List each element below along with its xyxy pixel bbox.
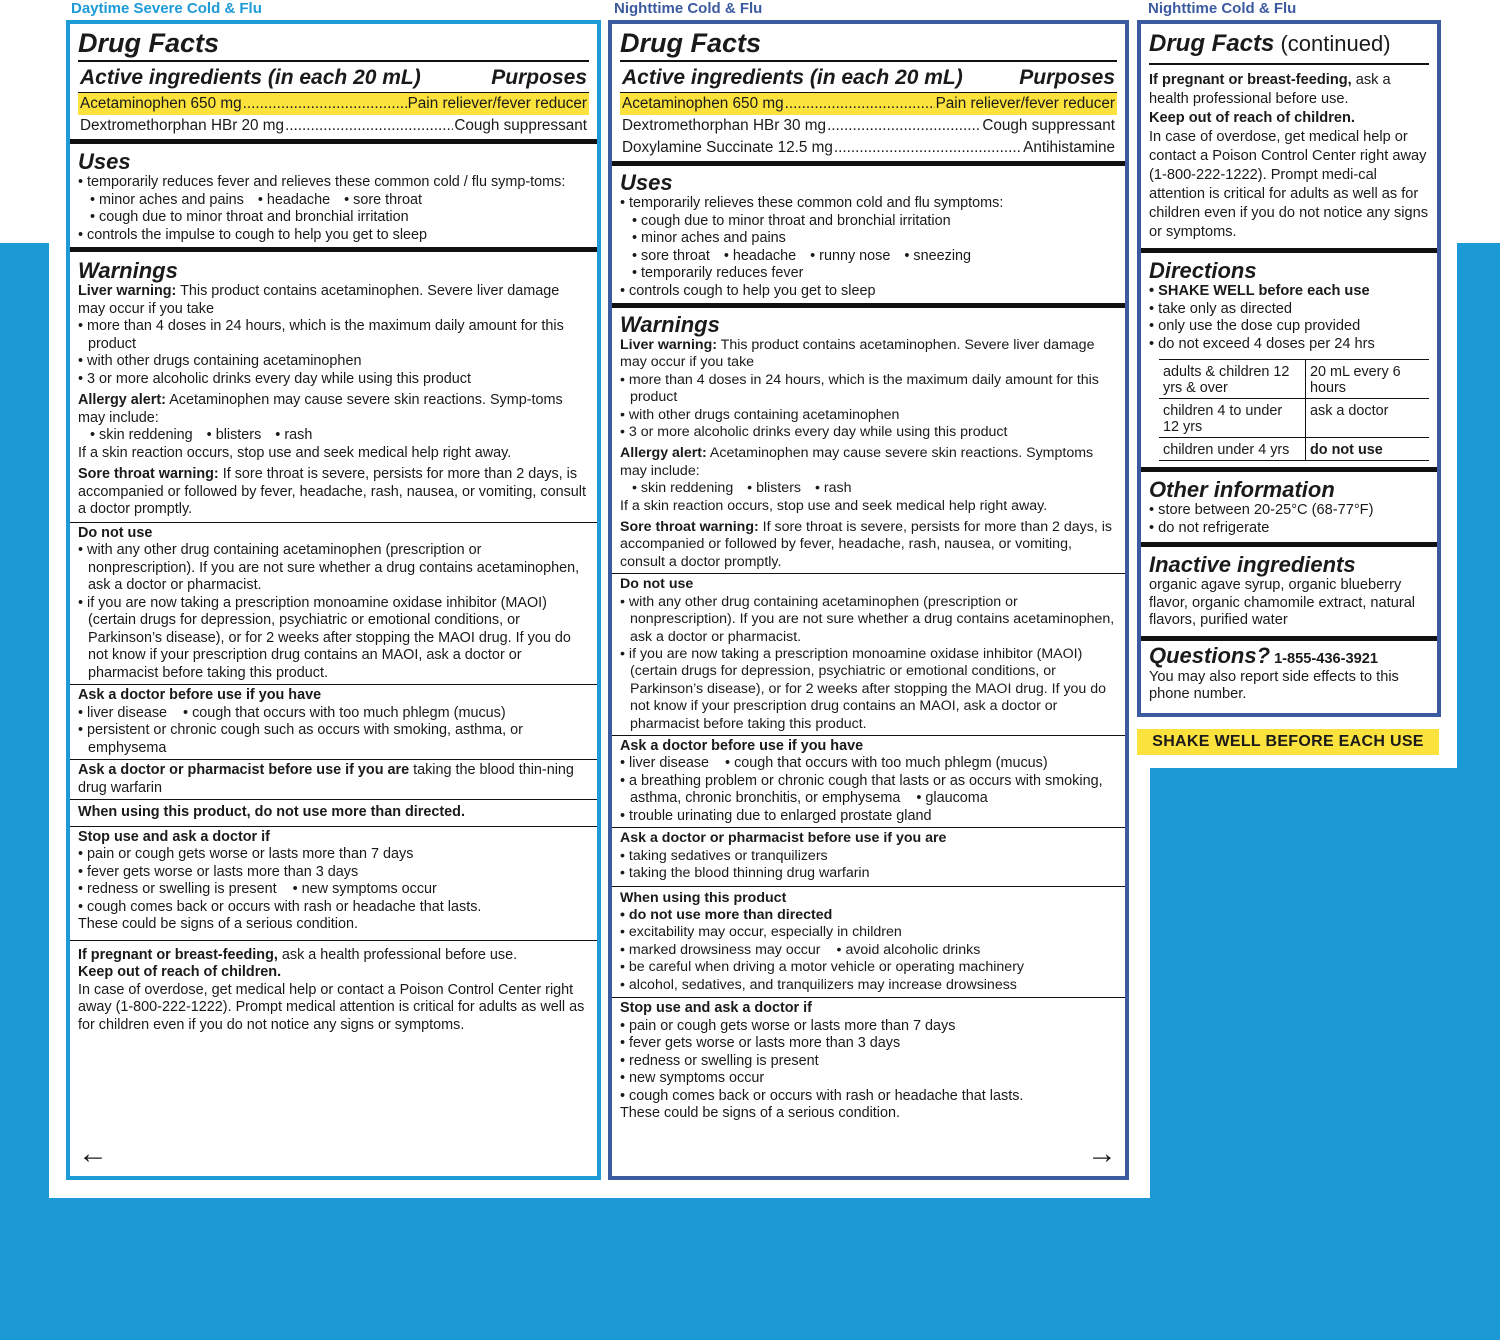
product-title-daytime: Daytime Severe Cold & Flu [71,0,262,17]
dosage-row [1159,399,1429,438]
stop-use-bullet: • cough comes back or occurs with rash or headache that lasts. [78,899,589,917]
do-not-use-title: Do not use [620,576,694,593]
ask-doctor-bullet [78,705,589,723]
ingredient-row [78,115,589,139]
dosage-who: children under 4 yrs [1159,438,1306,461]
dosage-who: adults & children 12 yrs & over [1159,360,1306,399]
directions-bullet: • only use the dose cup provided [1149,318,1429,336]
active-ingredients-label: Active ingredients (in each 20 mL) [622,66,963,89]
purposes-label: Purposes [491,66,587,89]
ask-pharmacist-text: taking the blood thin-ning drug warfarin [78,762,574,796]
directions-bullet: • take only as directed [1149,301,1429,319]
uses-symptom: • minor aches and pains [632,230,786,246]
allergy-alert-label: Allergy alert: [78,392,166,408]
allergy-symptom: • skin reddening [632,480,733,496]
ingredient-name: Dextromethorphan HBr 20 mg [80,117,285,134]
stop-use-after: These could be signs of a serious condition. [78,916,358,932]
stop-use-bullet [78,881,589,899]
drug-facts-continued: (continued) [1274,31,1391,56]
product-title-nighttime-continued: Nighttime Cold & Flu [1148,0,1297,17]
keep-out-of-reach: Keep out of reach of children. [78,964,282,980]
uses-symptoms-row [620,248,1117,266]
inactive-ingredients-title: Inactive ingredients [1149,552,1356,577]
ask-pharmacist-bullet: • taking the blood thinning drug warfarin [620,865,1117,882]
drug-facts-panel-continued [1137,20,1441,717]
ask-pharmacist-title: Ask a doctor or pharmacist before use if you are [620,830,947,847]
dosage-amount: 20 mL every 6 hours [1306,360,1430,399]
ask-doctor-section [70,684,597,759]
do-not-use-title: Do not use [78,524,153,541]
shake-well-banner: SHAKE WELL BEFORE EACH USE [1137,729,1439,755]
other-info-bullet: • do not refrigerate [1149,520,1429,538]
liver-warning-label: Liver warning: [78,283,177,299]
liver-bullet: • more than 4 doses in 24 hours, which is the maximum daily amount for this product [620,372,1117,407]
uses-symptom: • headache [248,192,330,208]
uses-section [70,139,597,247]
liver-warning [620,337,1117,372]
allergy-symptom: • blisters [737,480,801,496]
left-arrow-icon: ← [78,1137,108,1170]
ingredient-name: Dextromethorphan HBr 30 mg [622,117,827,134]
directions-bullet: • SHAKE WELL before each use [1149,283,1429,301]
drug-facts-panel-nighttime [608,20,1129,1180]
liver-bullet: • 3 or more alcoholic drinks every day while using this product [620,424,1117,441]
pregnancy-warning [78,947,589,965]
ask-doctor-item: a breathing problem or chronic cough that lasts or as occurs with smoking, asthma, chronic bronchitis, or emphysema [629,772,1103,807]
stop-use-section [612,997,1125,1123]
questions-section [1141,636,1437,704]
questions-title: Questions? [1149,642,1271,668]
stop-use-after: These could be signs of a serious condition. [620,1105,900,1122]
warnings-section [612,303,1125,573]
stop-use-item: • new symptoms occur [283,881,437,897]
ask-pharmacist-label: Ask a doctor or pharmacist before use if you are [78,762,410,778]
sore-throat-label: Sore throat warning: [78,466,219,482]
drug-facts-title: Drug Facts [620,24,1117,62]
stop-use-bullet: • fever gets worse or lasts more than 3 days [620,1035,1117,1053]
stop-use-bullet: • redness or swelling is present [620,1053,1117,1071]
ask-doctor-title: Ask a doctor before use if you have [620,737,864,754]
ingredient-row [78,93,589,115]
ingredient-purpose: Pain reliever/fever reducer [935,95,1115,112]
ingredient-name: Acetaminophen 650 mg [622,95,784,112]
stop-use-bullet: • pain or cough gets worse or lasts more than 7 days [620,1018,1117,1036]
liver-warning-text: This product contains acetaminophen. Severe liver damage may occur if you take [78,283,560,317]
pregnancy-section [70,940,597,1035]
questions-phone: 1-855-436-3921 [1270,650,1378,667]
uses-section [612,161,1125,303]
ask-doctor-bullet [620,755,1117,773]
uses-symptoms-row [620,265,1117,283]
drug-facts-title: Drug Facts [78,24,589,62]
uses-intro: • temporarily relieves these common cold and flu symptoms: [620,195,1117,213]
liver-bullet: • with other drugs containing acetaminophen [620,407,1117,424]
sore-throat-label: Sore throat warning: [620,519,759,536]
uses-symptom: • sore throat [334,192,422,208]
uses-title: Uses [78,149,131,174]
allergy-alert-text: Acetaminophen may cause severe skin reactions. Symptoms may include: [620,445,1094,479]
ask-doctor-bullet: • persistent or chronic cough such as occurs with smoking, asthma, or emphysema [78,722,589,757]
pregnancy-warning [1149,71,1429,109]
uses-symptoms-row [78,192,589,210]
do-not-use-bullet: • if you are now taking a prescription monoamine oxidase inhibitor (MAOI) (certain drugs for depression, psychiatric or emotional conditions, or Parkinson’s disease), or for 2 weeks after stopping the MAOI drug. If you do not know if your prescription drug contains an MAOI, ask a doctor or pharmacist before taking this product. [620,646,1117,733]
liver-warning [78,283,589,318]
uses-symptom: • cough due to minor throat and bronchial irritation [632,213,951,229]
allergy-symptoms-row [620,480,1117,497]
when-using-text: When using this product, do not use more than directed. [78,804,465,820]
stop-use-title: Stop use and ask a doctor if [620,1000,812,1017]
pregnancy-text: ask a health professional before use. [1149,72,1391,107]
when-using-title: When using this product [620,889,787,906]
ask-doctor-item: • glaucoma [906,790,987,806]
active-ingredients-header [78,62,589,93]
inactive-ingredients-text: organic agave syrup, organic blueberry flavor, organic chamomile extract, natural flavors, purified water [1149,577,1416,628]
drug-facts-panel-daytime [66,20,601,1180]
allergy-alert-text: Acetaminophen may cause severe skin reactions. Symp-toms may include: [78,392,563,426]
stop-use-bullet: • fever gets worse or lasts more than 3 days [78,864,589,882]
ask-doctor-bullet: • trouble urinating due to enlarged prostate gland [620,808,1117,826]
pregnancy-section [1149,65,1429,248]
purposes-label: Purposes [1019,66,1115,89]
when-using-bullet: • do not use more than directed [620,907,1117,924]
uses-symptom: • minor aches and pains [90,192,244,208]
warnings-title: Warnings [620,312,720,337]
ask-doctor-title: Ask a doctor before use if you have [78,687,322,703]
do-not-use-bullet: • with any other drug containing acetaminophen (prescription or nonprescription). If you are not sure whether a drug contains acetaminophen, ask a doctor or pharmacist. [620,594,1117,646]
other-info-bullet: • store between 20-25°C (68-77°F) [1149,502,1429,520]
pregnancy-text: ask a health professional before use. [277,946,518,963]
stop-use-bullet: • new symptoms occur [620,1070,1117,1088]
uses-symptoms-row [78,209,589,227]
ask-doctor-item: liver disease [629,755,710,772]
allergy-symptom: • rash [805,480,852,496]
ingredient-purpose: Pain reliever/fever reducer [407,95,587,112]
stop-use-section [70,826,597,940]
uses-symptoms-row [620,213,1117,231]
dosage-amount: do not use [1306,438,1430,461]
right-arrow-icon: → [1087,1137,1117,1170]
directions-section [1141,248,1437,461]
inactive-ingredients-section [1141,542,1437,636]
uses-symptoms-row [620,230,1117,248]
ask-doctor-item: liver disease [87,704,168,721]
ingredient-row [620,93,1117,115]
ingredient-name: Doxylamine Succinate 12.5 mg [622,139,833,156]
stop-use-bullet: • pain or cough gets worse or lasts more than 7 days [78,846,589,864]
liver-warning-text: This product contains acetaminophen. Severe liver damage may occur if you take [620,337,1095,371]
stop-use-item: redness or swelling is present [87,881,277,897]
liver-warning-label: Liver warning: [620,337,717,353]
uses-symptom: • cough due to minor throat and bronchial irritation [90,209,409,225]
dosage-table [1159,359,1429,461]
when-using-section [612,886,1125,997]
sore-throat-text: If sore throat is severe, persists for more than 2 days, is accompanied or followed by fever, headache, rash, nausea, or vomiting, consult a doctor promptly. [620,519,1112,570]
when-using-bullet: • alcohol, sedatives, and tranquilizers may increase drowsiness [620,977,1117,994]
warnings-title: Warnings [78,258,178,283]
when-using-bullet [620,942,1117,959]
questions-text: You may also report side effects to this phone number. [1149,668,1399,702]
uses-bullet: • controls cough to help you get to sleep [620,283,1117,301]
pregnancy-label: If pregnant or breast-feeding, [78,946,278,963]
product-title-nighttime: Nighttime Cold & Flu [614,0,763,17]
active-ingredients-header [620,62,1117,93]
liver-bullet: • 3 or more alcoholic drinks every day while using this product [78,371,589,389]
uses-symptom: • runny nose [800,248,890,264]
when-using-item: • avoid alcoholic drinks [827,942,981,958]
pregnancy-label: If pregnant or breast-feeding, [1149,72,1352,88]
other-info-title: Other information [1149,477,1335,502]
ingredient-row [620,115,1117,137]
uses-symptom: • sore throat [632,248,710,264]
stop-use-bullet: • cough comes back or occurs with rash or headache that lasts. [620,1088,1117,1106]
ask-doctor-bullet [620,773,1117,808]
do-not-use-section [70,522,597,685]
allergy-symptom: • rash [265,427,312,443]
uses-symptom: • sneezing [894,248,971,264]
overdose-text: In case of overdose, get medical help or contact a Poison Control Center right away (1-800-222-1222). Prompt medi-cal attention is critical for adults as well as for children even if you do not notice any signs or symptoms. [1149,129,1429,240]
when-using-item: marked drowsiness may occur [628,941,821,958]
other-info-section [1141,467,1437,542]
allergy-symptom: • blisters [197,427,262,443]
drug-facts-title-text: Drug Facts [1149,30,1275,57]
allergy-alert-label: Allergy alert: [620,445,707,462]
questions-line [1149,644,1429,669]
dosage-amount: ask a doctor [1306,399,1430,438]
liver-bullet: • more than 4 doses in 24 hours, which is the maximum daily amount for this product [78,318,589,353]
allergy-after-text: If a skin reaction occurs, stop use and seek medical help right away. [78,444,512,461]
ask-pharmacist-section [70,759,597,799]
liver-bullet: • with other drugs containing acetaminophen [78,353,589,371]
dosage-row [1159,360,1429,399]
directions-bullet: • do not exceed 4 doses per 24 hrs [1149,336,1429,354]
ingredient-purpose: Cough suppressant [982,117,1115,134]
ask-doctor-item: • cough that occurs with too much phlegm (mucus) [173,705,506,721]
warnings-section [70,247,597,522]
uses-symptom: • temporarily reduces fever [632,265,803,281]
when-using-bullet: • be careful when driving a motor vehicle or operating machinery [620,959,1117,976]
ingredient-row [620,137,1117,161]
allergy-after-text: If a skin reaction occurs, stop use and seek medical help right away. [620,497,1048,514]
stop-use-title: Stop use and ask a doctor if [78,828,270,845]
do-not-use-section [612,573,1125,735]
allergy-symptoms-row [78,427,589,445]
allergy-alert [620,445,1117,480]
ingredient-name: Acetaminophen 650 mg [80,95,242,112]
overdose-text: In case of overdose, get medical help or contact a Poison Control Center right away (1-800-222-1222). Prompt medical attention is critical for adults as well as for children even if you do not notice any signs or symptoms. [78,981,585,1033]
ask-pharmacist-section [612,827,1125,885]
uses-bullet: • controls the impulse to cough to help you get to sleep [78,227,589,245]
dosage-row [1159,438,1429,461]
when-using-section [70,799,597,826]
do-not-use-bullet: • with any other drug containing acetaminophen (prescription or nonprescription). If you are not sure whether a drug contains acetaminophen, ask a doctor or pharmacist. [78,542,589,595]
sore-throat-text: If sore throat is severe, persists for more than 2 days, is accompanied or followed by fever, headache, rash, nausea, or vomiting, consult a doctor promptly. [78,466,586,517]
when-using-bullet: • excitability may occur, especially in children [620,924,1117,941]
allergy-alert [78,392,589,427]
uses-symptom: • headache [714,248,796,264]
ask-doctor-item: • cough that occurs with too much phlegm (mucus) [715,755,1048,771]
ingredient-purpose: Antihistamine [1023,139,1115,156]
sore-throat-warning [620,519,1117,571]
ask-pharmacist-bullet: • taking sedatives or tranquilizers [620,848,1117,865]
uses-title: Uses [620,170,673,195]
active-ingredients-label: Active ingredients (in each 20 mL) [80,66,421,89]
directions-title: Directions [1149,258,1257,283]
dosage-who: children 4 to under 12 yrs [1159,399,1306,438]
keep-out-of-reach: Keep out of reach of children. [1149,110,1355,126]
do-not-use-bullet: • if you are now taking a prescription monoamine oxidase inhibitor (MAOI) (certain drugs for depression, psychiatric or emotional conditions, or Parkinson’s disease), or for 2 weeks after stopping the MAOI drug. If you do not know if your prescription drug contains an MAOI, ask a doctor or pharmacist before taking this product. [78,595,589,683]
drug-facts-title [1149,24,1429,65]
ingredient-purpose: Cough suppressant [454,117,587,134]
uses-intro: • temporarily reduces fever and relieves these common cold / flu symp-toms: [78,174,589,192]
sore-throat-warning [78,466,589,519]
allergy-symptom: • skin reddening [90,427,193,443]
ask-doctor-section [612,735,1125,828]
